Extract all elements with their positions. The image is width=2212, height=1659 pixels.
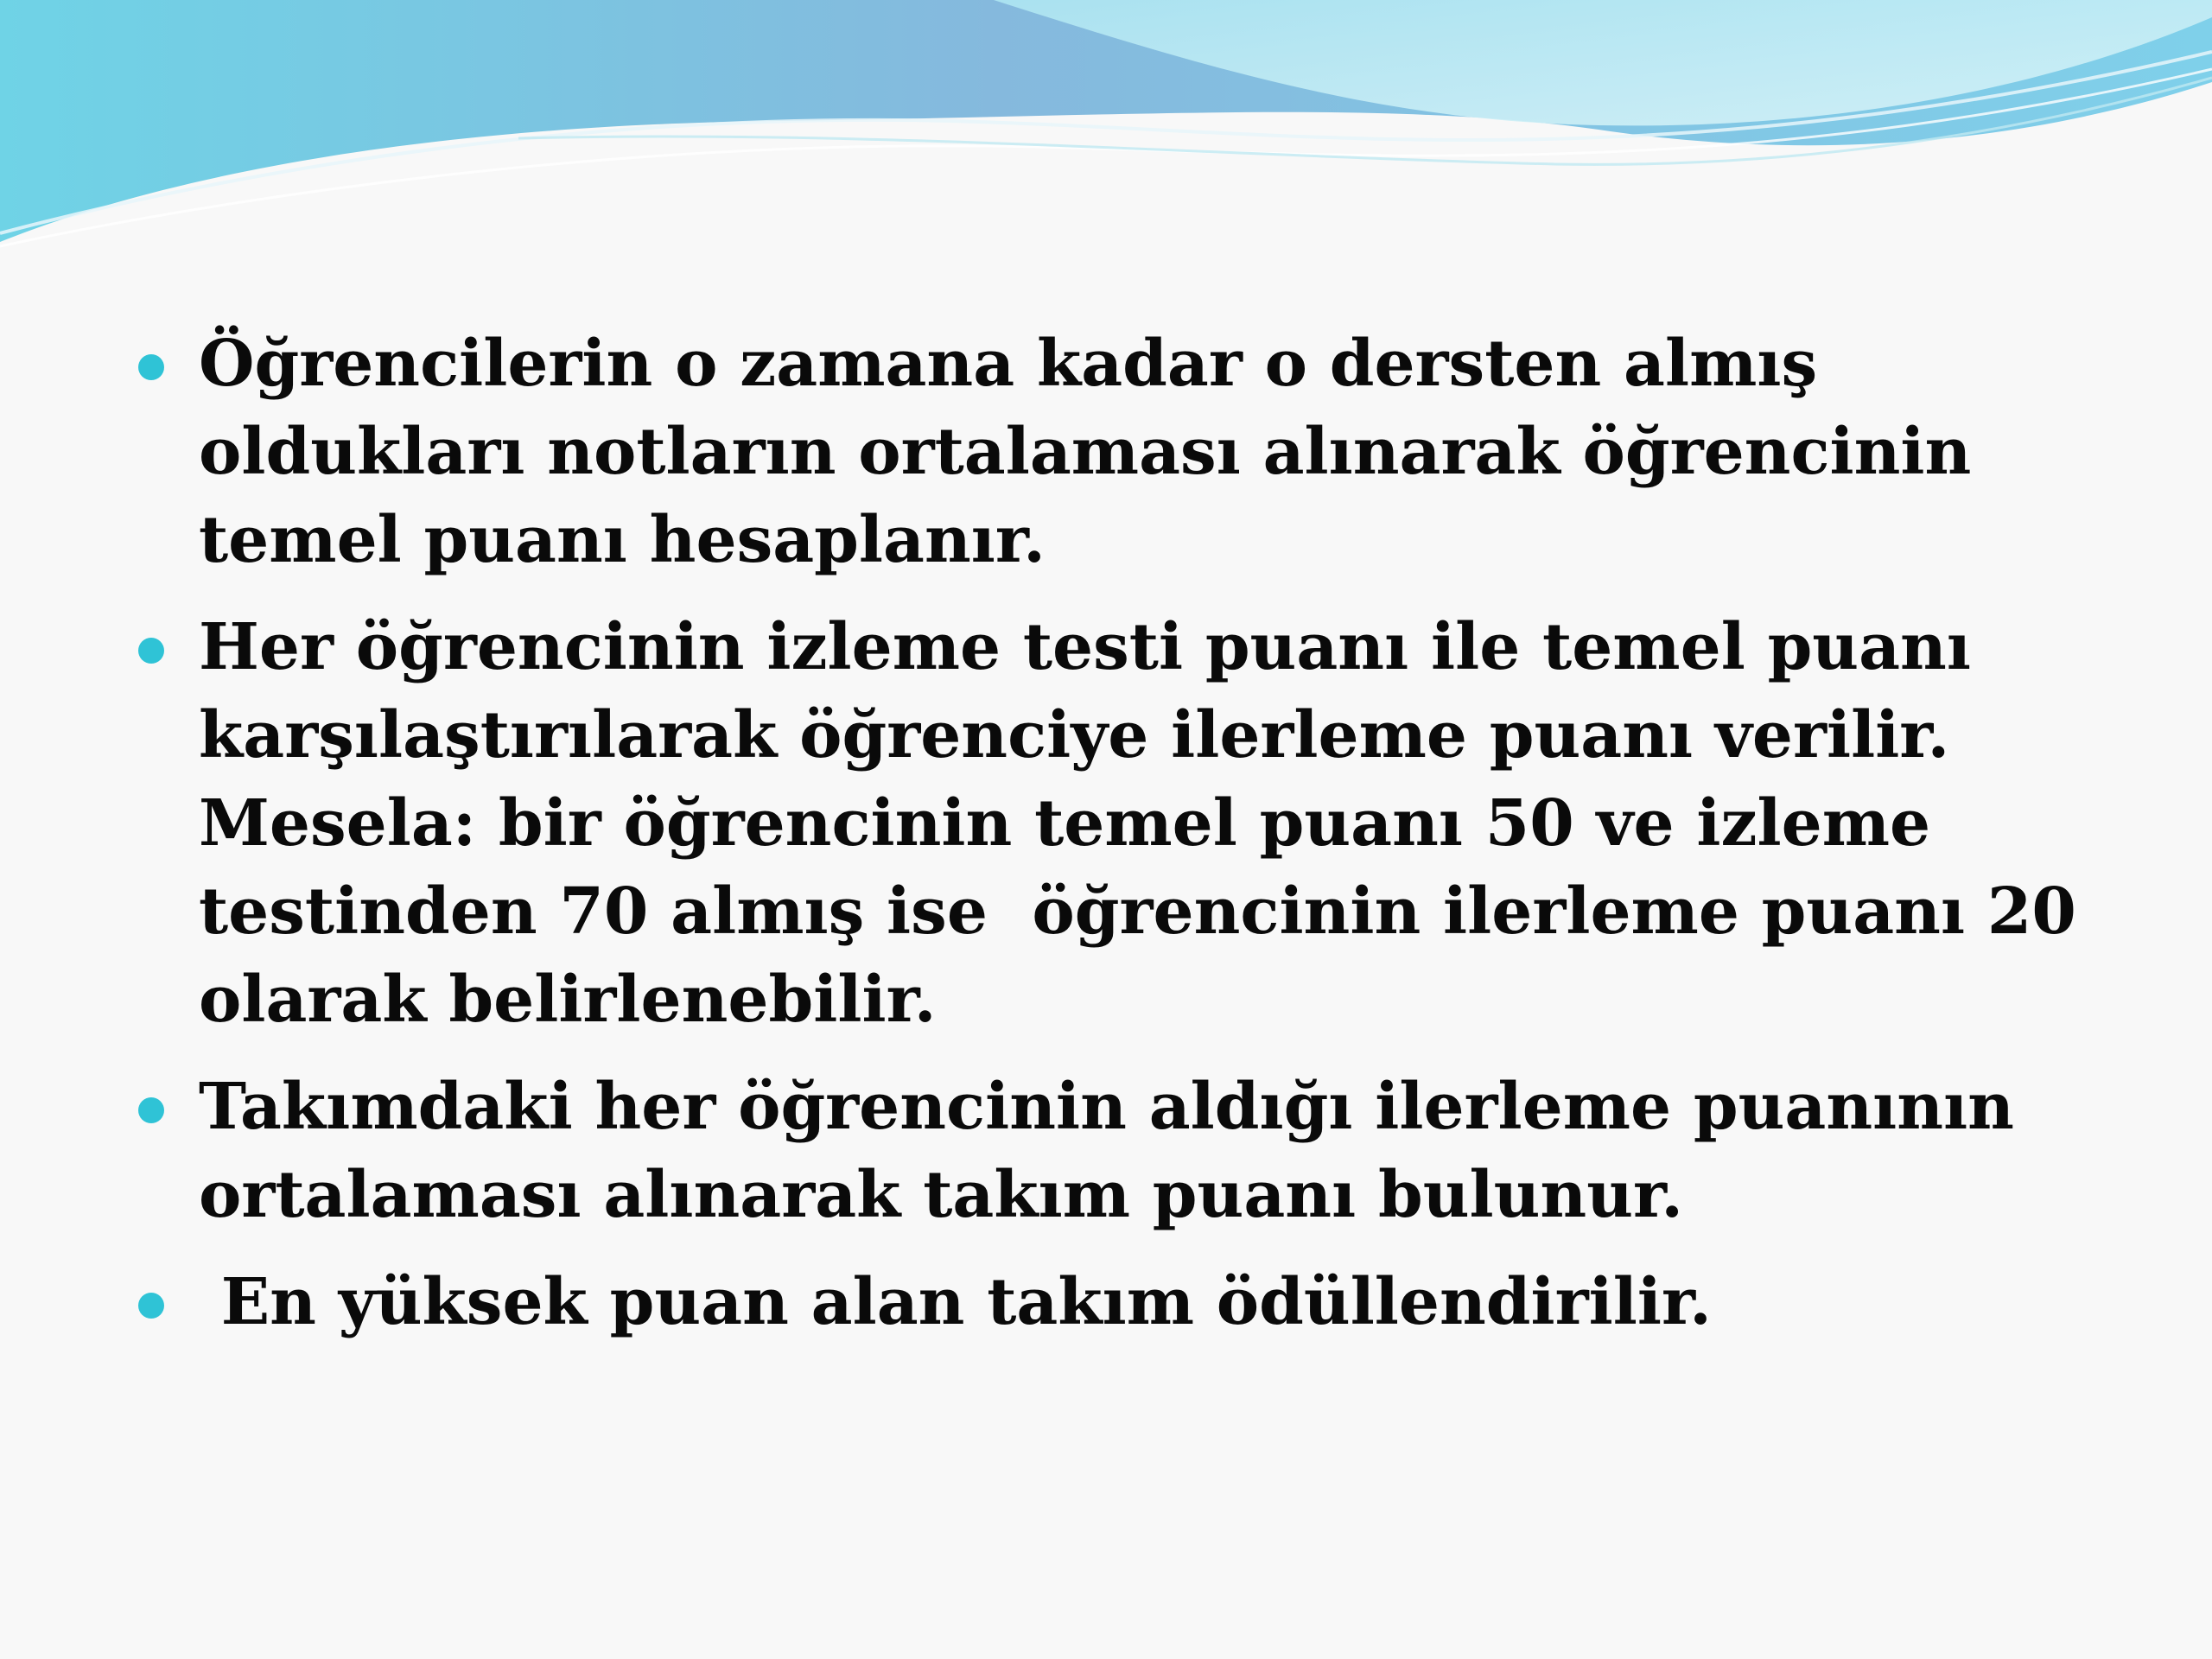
bullet-item — [138, 603, 2099, 1044]
bullet-list — [138, 320, 2099, 1346]
content-area — [138, 320, 2099, 1365]
bullet-text: Öğrencilerin o zamana kadar o dersten almış oldukları notların ortalaması alınarak öğrencinin temel puanı hesaplanır. — [199, 327, 1994, 577]
bullet-item — [138, 320, 2091, 584]
bullet-item — [138, 1063, 2091, 1239]
header-wave-decoration — [0, 0, 2212, 259]
bullet-dot-icon — [138, 354, 164, 380]
bullet-dot-icon — [138, 638, 164, 664]
bullet-item — [138, 1258, 2091, 1346]
bullet-text: Her öğrencinin izleme testi puanı ile temel puanı karşılaştırılarak öğrenciye ilerleme puanı verilir. Mesela: bir öğrencinin temel puanı 50 ve izleme testinden 70 almış ise öğrencinin ilerleme puanı 20 olarak belirlenebilir. — [199, 610, 2099, 1037]
bullet-dot-icon — [138, 1293, 164, 1319]
bullet-dot-icon — [138, 1097, 164, 1123]
bullet-text: Takımdaki her öğrencinin aldığı ilerleme puanının ortalaması alınarak takım puanı bulunur. — [199, 1070, 2037, 1232]
bullet-text: En yüksek puan alan takım ödüllendirilir. — [199, 1265, 1712, 1339]
